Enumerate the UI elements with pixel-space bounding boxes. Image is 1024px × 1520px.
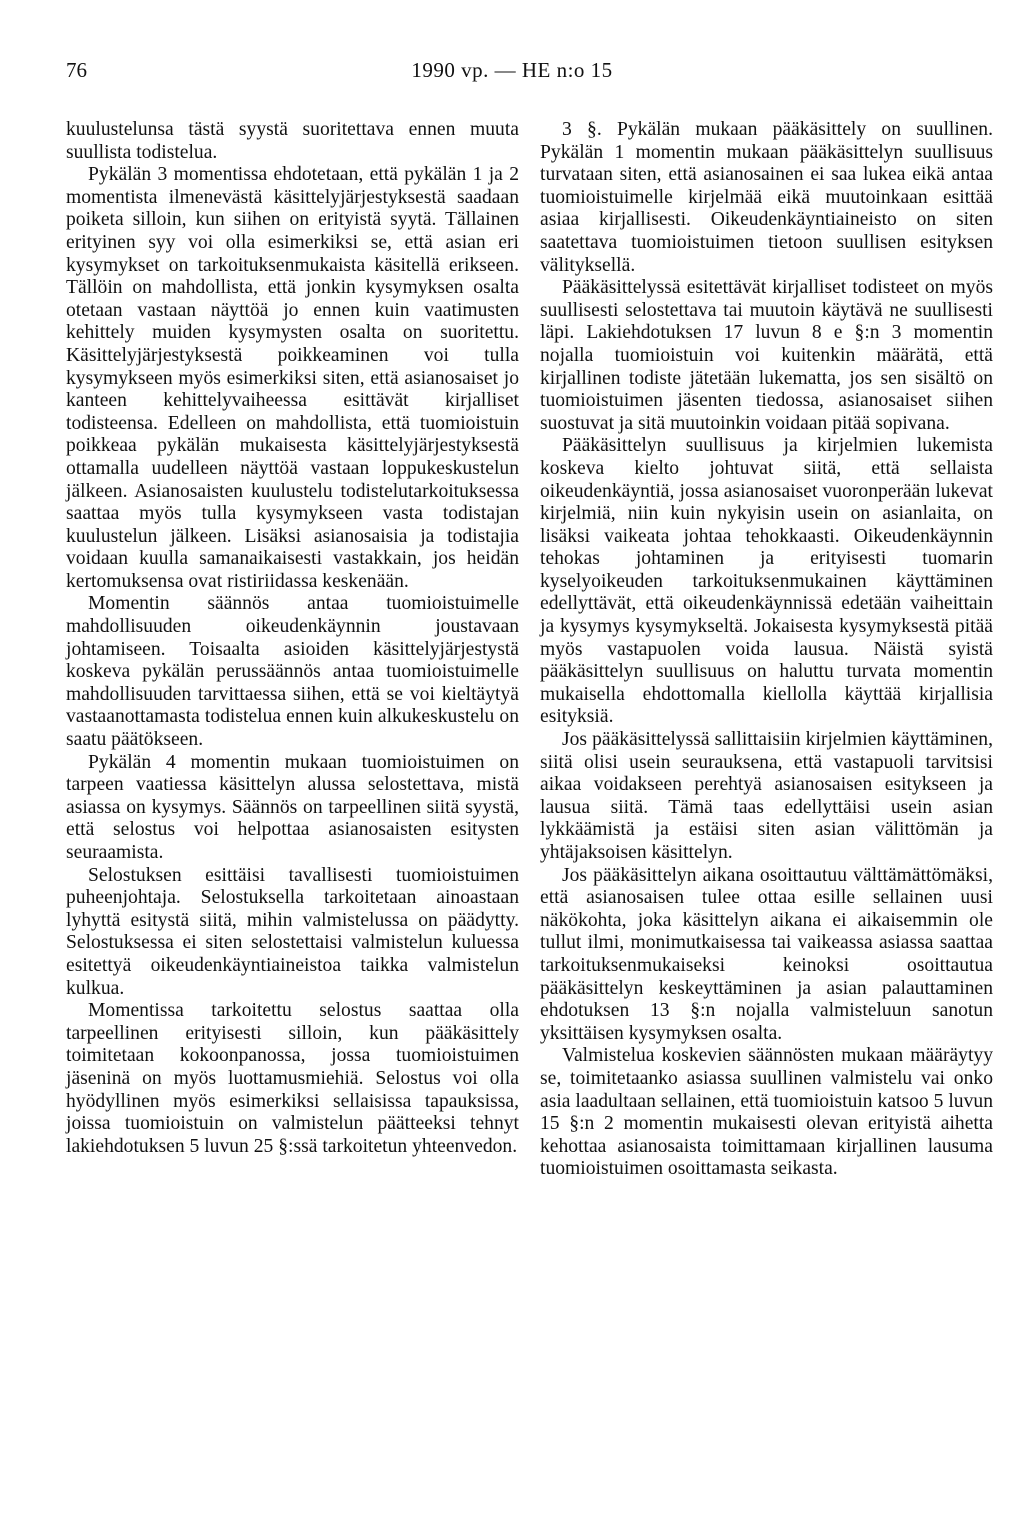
paragraph: Pykälän 4 momentin mukaan tuomioistuimen on tarpeen vaatiessa käsittelyn alussa selostettava, mistä asiassa on kysymys. Säännös on tarpeellinen siitä syystä, että selostus voi helpottaa asianosaisten esitysten seuraamista. [66, 751, 519, 863]
paragraph: Pääkäsittelyssä esitettävät kirjalliset todisteet on myös suullisesti selostettava tai muutoin käytävä ne suullisesti läpi. Lakiehdotuksen 17 luvun 8 e §:n 3 momentin nojalla tuomioistuin voi kuitenkin määrätä, että kirjallinen todiste jätetään lukematta, jos sen sisältö on tuomioistuimen jäsenten tiedossa, asianosaiset siihen suostuvat ja sitä muutoinkin voidaan pitää sopivana. [540, 277, 993, 434]
paragraph: Momentissa tarkoitettu selostus saattaa olla tarpeellinen erityisesti silloin, kun pääkäsittely toimitetaan kokoonpanossa, jossa tuomioistuimen jäseninä on myös luottamusmiehiä. Selostus voi olla hyödyllinen myös esimerkiksi sellaisissa tapauksissa, joissa tuomioistuin on valmistelun päätteeksi tehnyt lakiehdotuksen 5 luvun 25 §:ssä tarkoitetun yhteenvedon. [66, 1000, 519, 1157]
paragraph: Valmistelua koskevien säännösten mukaan määräytyy se, toimitetaanko asiassa suullinen valmistelu vai onko asia laadultaan sellainen, että tuomioistuin katsoo 5 luvun 15 §:n 2 momentin mukaisesti olevan erityistä aihetta kehottaa asianosaista toimittamaan kirjallinen lausuma tuomioistuimen osoittamasta seikasta. [540, 1045, 993, 1180]
paragraph: Pääkäsittelyn suullisuus ja kirjelmien lukemista koskeva kielto johtuvat siitä, että sellaista oikeudenkäyntiä, jossa asianosaiset vuoronperään lukevat kirjelmiä, niin kuin nykyisin usein on asianlaita, on lisäksi vaikeata johtaa tehokkaasti. Oikeudenkäynnin tehokas johtaminen ja erityisesti tuomarin kyselyoikeuden tarkoituksenmukainen käyttäminen edellyttävät, että oikeudenkäynnissä edetään vaiheittain ja kysymys kysymykseltä. Jokaisesta kysymyksestä pitää myös vastapuolen voida lausua. Näistä syistä pääkäsittelyn suullisuus on haluttu turvata momentin mukaisella ehdottomalla kiellolla käyttää kirjallisia esityksiä. [540, 435, 993, 728]
right-text-column [540, 119, 993, 1181]
paragraph: Selostuksen esittäisi tavallisesti tuomioistuimen puheenjohtaja. Selostuksella tarkoitetaan ainoastaan lyhyttä esitystä siitä, mihin valmistelussa on päädytty. Selostuksessa ei siten selostettaisi valmistelun kuluessa esitettyä oikeudenkäyntiaineistoa taikka valmistelun kulkua. [66, 864, 519, 999]
paragraph: 3 §. Pykälän mukaan pääkäsittely on suullinen. Pykälän 1 momentin mukaan pääkäsittelyn suullisuus turvataan siten, että asianosainen ei saa lukea eikä antaa tuomioistuimelle kirjelmää eikä muutoinkaan esittää asiaa kirjallisesti. Oikeudenkäyntiaineisto on siten saatettava tuomioistuimen tietoon suullisen esityksen välityksellä. [540, 119, 993, 276]
paragraph: Jos pääkäsittelyssä sallittaisiin kirjelmien käyttäminen, siitä olisi usein seurauksena, että vastapuoli tarvitsisi aikaa voidakseen perehtyä asianosaisen esitykseen ja lausua siitä. Tämä taas edellyttäisi usein asian lykkäämistä ja estäisi siten asian välittömän ja yhtäjaksoisen käsittelyn. [540, 729, 993, 863]
paragraph: kuulustelunsa tästä syystä suoritettava ennen muuta suullista todistelua. [66, 119, 519, 163]
left-text-column [66, 119, 519, 1158]
page-number: 76 [66, 58, 87, 82]
paragraph: Pykälän 3 momentissa ehdotetaan, että pykälän 1 ja 2 momentista ilmenevästä käsittelyjärjestyksestä saadaan poiketa silloin, kun siihen on erityistä syytä. Tällainen erityinen syy voi olla esimerkiksi se, että asian eri kysymykset on tarkoituksenmukaista käsitellä erikseen. Tällöin on mahdollista, että jonkin kysymyksen osalta otetaan vastaan näyttöä jo ennen kuin vaatimusten kehittely muiden kysymysten osalta on suoritettu. Käsittelyjärjestyksestä poikkeaminen voi tulla kysymykseen myös esimerkiksi siten, että asianosaiset jo kanteen kehittelyvaiheessa esittävät kirjalliset todisteensa. Edelleen on mahdollista, että tuomioistuin poikkeaa pykälän mukaisesta käsittelyjärjestyksestä ottamalla uudelleen näyttöä vastaan loppukeskustelun jälkeen. Asianosaisten kuulustelu todistelutarkoituksessa saattaa myös tulla kysymykseen vasta todistajan kuulustelun jälkeen. Lisäksi asianosaisia ja todistajia voidaan kuulla samanaikaisesti vastakkain, jos heidän kertomuksensa ovat ristiriidassa keskenään. [66, 164, 519, 592]
paragraph: Jos pääkäsittelyn aikana osoittautuu välttämättömäksi, että asianosaisen tulee ottaa esille sellainen uusi näkökohta, joka käsittelyn aikana ei aikaisemmin ole tullut ilmi, monimutkaisessa tai vaikeassa asiassa saattaa tarkoituksenmukaiseksi keinoksi osoittautua pääkäsittelyn keskeyttäminen ja asian palauttaminen ehdotuksen 13 §:n nojalla valmisteluun sanotun yksittäisen kysymyksen osalta. [540, 864, 993, 1044]
paragraph: Momentin säännös antaa tuomioistuimelle mahdollisuuden oikeudenkäynnin joustavaan johtamiseen. Toisaalta asioiden käsittelyjärjestystä koskeva pykälän perussäännös antaa tuomioistuimelle mahdollisuuden tarvittaessa siihen, että se voi kieltäytyä vastaanottamasta todistelua ennen kuin alkukeskustelu on saatu päätökseen. [66, 593, 519, 751]
running-title: 1990 vp. — HE n:o 15 [411, 58, 613, 82]
